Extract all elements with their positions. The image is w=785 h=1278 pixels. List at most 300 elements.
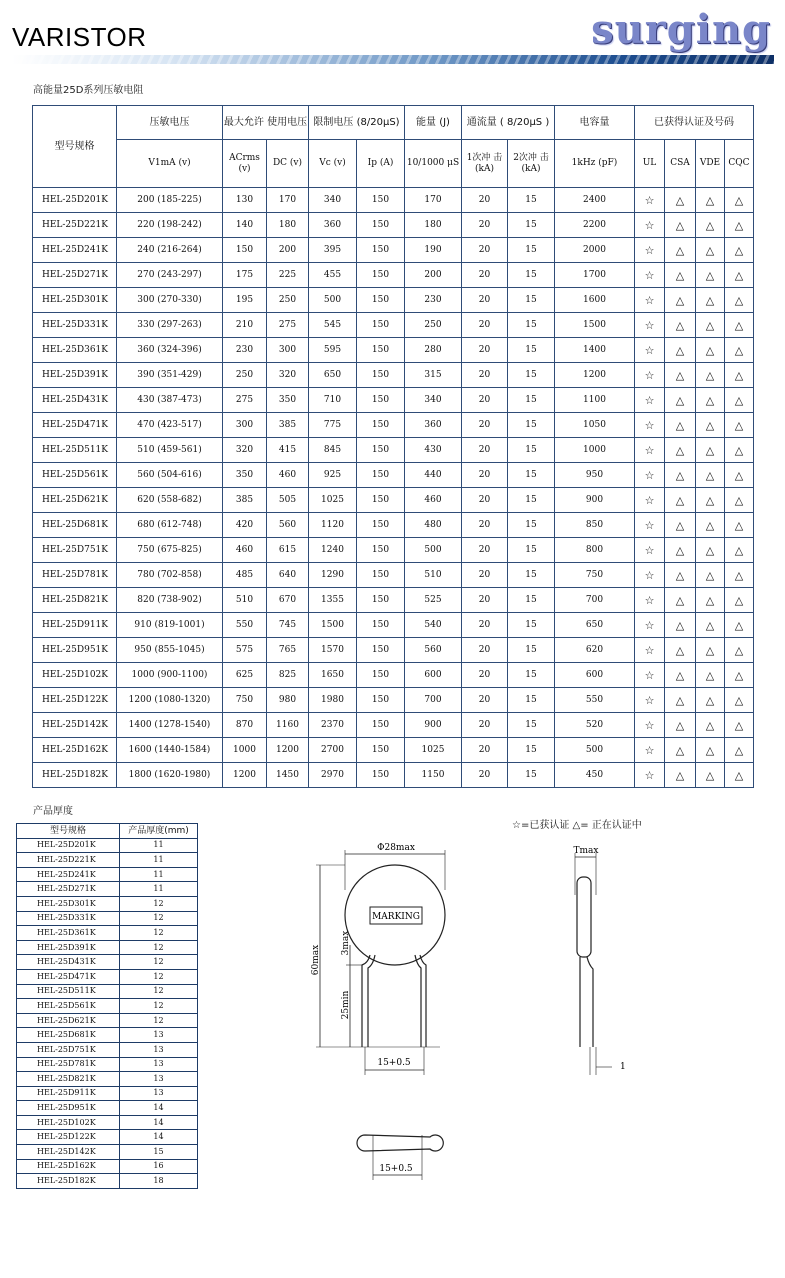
cell-ip: 150 [357, 688, 405, 713]
cell-model: HEL-25D621K [33, 488, 117, 513]
thickness-value: 11 [120, 853, 198, 868]
cell-ac: 1000 [223, 738, 267, 763]
cell-vde: △ [696, 288, 725, 313]
cell-v1ma: 240 (216-264) [117, 238, 223, 263]
cell-cap: 2200 [555, 213, 635, 238]
cell-cqc: △ [725, 513, 754, 538]
cell-cqc: △ [725, 763, 754, 788]
cell-ul: ☆ [635, 213, 665, 238]
sub-energy: 10/1000 μS [405, 140, 462, 188]
cell-ac: 230 [223, 338, 267, 363]
cell-s2: 15 [508, 188, 555, 213]
cell-ac: 510 [223, 588, 267, 613]
cell-csa: △ [665, 563, 696, 588]
series-subtitle: 高能量25D系列压敏电阻 [33, 85, 144, 96]
cell-v1ma: 220 (198-242) [117, 213, 223, 238]
cell-model: HEL-25D182K [33, 763, 117, 788]
cell-v1ma: 1200 (1080-1320) [117, 688, 223, 713]
table-row [33, 563, 754, 588]
thickness-value: 14 [120, 1101, 198, 1116]
thickness-model: HEL-25D331K [17, 911, 120, 926]
cell-dc: 1200 [267, 738, 309, 763]
cell-cqc: △ [725, 213, 754, 238]
cell-s1: 20 [462, 463, 508, 488]
cell-energy: 170 [405, 188, 462, 213]
table-row [33, 288, 754, 313]
thickness-model: HEL-25D781K [17, 1057, 120, 1072]
cell-cqc: △ [725, 288, 754, 313]
cell-dc: 250 [267, 288, 309, 313]
cell-cqc: △ [725, 338, 754, 363]
cell-v1ma: 950 (855-1045) [117, 638, 223, 663]
cell-ac: 750 [223, 688, 267, 713]
cell-s2: 15 [508, 613, 555, 638]
cell-model: HEL-25D681K [33, 513, 117, 538]
dimension-drawing [290, 835, 650, 1195]
lead-length-label: 25min [341, 990, 351, 1020]
cell-energy: 1025 [405, 738, 462, 763]
cell-vde: △ [696, 563, 725, 588]
col-cap-header: 电容量 [555, 106, 635, 140]
table-row [33, 663, 754, 688]
cell-ip: 150 [357, 463, 405, 488]
cell-s1: 20 [462, 538, 508, 563]
cell-ac: 250 [223, 363, 267, 388]
cell-vde: △ [696, 238, 725, 263]
cell-energy: 1150 [405, 763, 462, 788]
cell-v1ma: 1800 (1620-1980) [117, 763, 223, 788]
cell-ul: ☆ [635, 238, 665, 263]
thickness-model: HEL-25D821K [17, 1072, 120, 1087]
cell-vde: △ [696, 688, 725, 713]
cell-energy: 700 [405, 688, 462, 713]
table-row [33, 513, 754, 538]
table-row [33, 613, 754, 638]
thickness-model: HEL-25D911K [17, 1086, 120, 1101]
cell-s2: 15 [508, 238, 555, 263]
thickness-value: 15 [120, 1145, 198, 1160]
cell-ip: 150 [357, 588, 405, 613]
cell-cap: 2000 [555, 238, 635, 263]
thickness-value: 12 [120, 911, 198, 926]
cell-cap: 700 [555, 588, 635, 613]
cell-s2: 15 [508, 638, 555, 663]
cell-v1ma: 270 (243-297) [117, 263, 223, 288]
cell-cqc: △ [725, 663, 754, 688]
cell-s1: 20 [462, 438, 508, 463]
cell-v1ma: 510 (459-561) [117, 438, 223, 463]
table-row [17, 1145, 198, 1160]
cell-cap: 2400 [555, 188, 635, 213]
bottom-view-body [357, 1135, 443, 1151]
cell-ul: ☆ [635, 563, 665, 588]
cell-vc: 2970 [309, 763, 357, 788]
cell-s2: 15 [508, 263, 555, 288]
cell-model: HEL-25D751K [33, 538, 117, 563]
col-model-header: 型号规格 [33, 106, 117, 188]
cell-cap: 1000 [555, 438, 635, 463]
cell-cap: 650 [555, 613, 635, 638]
cell-s2: 15 [508, 313, 555, 338]
cell-ul: ☆ [635, 538, 665, 563]
spec-table [32, 105, 754, 788]
cell-dc: 300 [267, 338, 309, 363]
table-row [17, 926, 198, 941]
cell-ip: 150 [357, 638, 405, 663]
sub-acrms: ACrms (v) [223, 140, 267, 188]
cell-cqc: △ [725, 413, 754, 438]
table-row [33, 213, 754, 238]
cell-model: HEL-25D821K [33, 588, 117, 613]
cell-ul: ☆ [635, 363, 665, 388]
cell-csa: △ [665, 513, 696, 538]
thickness-value: 13 [120, 1028, 198, 1043]
cell-cqc: △ [725, 688, 754, 713]
cell-csa: △ [665, 738, 696, 763]
thickness-model: HEL-25D142K [17, 1145, 120, 1160]
cell-vde: △ [696, 513, 725, 538]
cell-model: HEL-25D162K [33, 738, 117, 763]
cell-v1ma: 1600 (1440-1584) [117, 738, 223, 763]
cell-s1: 20 [462, 713, 508, 738]
cell-dc: 1450 [267, 763, 309, 788]
thickness-table [16, 823, 198, 1189]
table-row [17, 984, 198, 999]
marking-label: MARKING [372, 912, 420, 922]
cell-s2: 15 [508, 663, 555, 688]
thickness-section-title: 产品厚度 [33, 806, 73, 817]
table-row [17, 838, 198, 853]
cell-s2: 15 [508, 513, 555, 538]
table-row [17, 1159, 198, 1174]
cell-cqc: △ [725, 638, 754, 663]
cell-vde: △ [696, 713, 725, 738]
thickness-model: HEL-25D102K [17, 1115, 120, 1130]
cell-cap: 750 [555, 563, 635, 588]
cell-vc: 1500 [309, 613, 357, 638]
cell-csa: △ [665, 388, 696, 413]
cell-vde: △ [696, 363, 725, 388]
thickness-value: 12 [120, 896, 198, 911]
table-row [17, 1086, 198, 1101]
thickness-model: HEL-25D751K [17, 1042, 120, 1057]
cell-cqc: △ [725, 463, 754, 488]
thickness-col-model: 型号规格 [17, 824, 120, 839]
pitch-bottom-label: 15+0.5 [379, 1164, 413, 1174]
cell-dc: 460 [267, 463, 309, 488]
thickness-model: HEL-25D621K [17, 1013, 120, 1028]
cell-s1: 20 [462, 688, 508, 713]
thickness-model: HEL-25D361K [17, 926, 120, 941]
cell-cqc: △ [725, 438, 754, 463]
cell-ac: 195 [223, 288, 267, 313]
cell-s2: 15 [508, 213, 555, 238]
cell-s2: 15 [508, 713, 555, 738]
cell-cap: 1200 [555, 363, 635, 388]
cell-vc: 1025 [309, 488, 357, 513]
cell-v1ma: 330 (297-263) [117, 313, 223, 338]
cell-vc: 595 [309, 338, 357, 363]
thickness-value: 12 [120, 999, 198, 1014]
cell-csa: △ [665, 488, 696, 513]
cell-s2: 15 [508, 338, 555, 363]
table-row [33, 713, 754, 738]
cell-csa: △ [665, 713, 696, 738]
cell-s2: 15 [508, 588, 555, 613]
cell-s2: 15 [508, 563, 555, 588]
cell-cqc: △ [725, 488, 754, 513]
cell-s1: 20 [462, 313, 508, 338]
cell-ac: 130 [223, 188, 267, 213]
cell-model: HEL-25D471K [33, 413, 117, 438]
cell-cqc: △ [725, 188, 754, 213]
cell-energy: 280 [405, 338, 462, 363]
cell-ip: 150 [357, 563, 405, 588]
cell-s1: 20 [462, 588, 508, 613]
cell-cap: 950 [555, 463, 635, 488]
cell-ul: ☆ [635, 588, 665, 613]
cell-cap: 600 [555, 663, 635, 688]
cell-vc: 395 [309, 238, 357, 263]
thickness-model: HEL-25D561K [17, 999, 120, 1014]
page-title: VARISTOR [12, 22, 147, 52]
cell-s2: 15 [508, 688, 555, 713]
thickness-model: HEL-25D301K [17, 896, 120, 911]
cell-cap: 620 [555, 638, 635, 663]
cell-v1ma: 1400 (1278-1540) [117, 713, 223, 738]
col-varistor-header: 压敏电压 [117, 106, 223, 140]
cell-energy: 600 [405, 663, 462, 688]
cell-dc: 170 [267, 188, 309, 213]
diameter-label: Φ28max [377, 843, 415, 853]
cell-model: HEL-25D271K [33, 263, 117, 288]
table-row [33, 388, 754, 413]
cell-vde: △ [696, 488, 725, 513]
cell-energy: 500 [405, 538, 462, 563]
thickness-model: HEL-25D271K [17, 882, 120, 897]
thickness-model: HEL-25D431K [17, 955, 120, 970]
col-cert-header: 已获得认证及号码 [635, 106, 754, 140]
cell-vc: 1120 [309, 513, 357, 538]
cell-cap: 900 [555, 488, 635, 513]
thickness-value: 13 [120, 1086, 198, 1101]
cell-s1: 20 [462, 563, 508, 588]
cell-ip: 150 [357, 313, 405, 338]
table-row [17, 1057, 198, 1072]
cell-ac: 210 [223, 313, 267, 338]
table-row [33, 338, 754, 363]
cell-vc: 845 [309, 438, 357, 463]
thickness-model: HEL-25D391K [17, 940, 120, 955]
table-row [17, 853, 198, 868]
cell-s1: 20 [462, 738, 508, 763]
cell-v1ma: 470 (423-517) [117, 413, 223, 438]
thickness-value: 12 [120, 984, 198, 999]
cell-v1ma: 360 (324-396) [117, 338, 223, 363]
thickness-col-value: 产品厚度(mm) [120, 824, 198, 839]
cell-energy: 315 [405, 363, 462, 388]
cell-dc: 505 [267, 488, 309, 513]
cell-energy: 250 [405, 313, 462, 338]
cell-vc: 360 [309, 213, 357, 238]
cell-csa: △ [665, 613, 696, 638]
cell-vc: 2700 [309, 738, 357, 763]
cell-vde: △ [696, 763, 725, 788]
thickness-model: HEL-25D511K [17, 984, 120, 999]
thickness-model: HEL-25D201K [17, 838, 120, 853]
cell-ip: 150 [357, 188, 405, 213]
cell-ip: 150 [357, 288, 405, 313]
cell-cqc: △ [725, 738, 754, 763]
cell-v1ma: 680 (612-748) [117, 513, 223, 538]
table-row [33, 763, 754, 788]
cell-vde: △ [696, 413, 725, 438]
cell-energy: 540 [405, 613, 462, 638]
cell-cap: 1500 [555, 313, 635, 338]
table-row [17, 882, 198, 897]
thickness-value: 13 [120, 1042, 198, 1057]
cell-ac: 485 [223, 563, 267, 588]
cell-cap: 1100 [555, 388, 635, 413]
cell-vc: 1570 [309, 638, 357, 663]
cell-model: HEL-25D911K [33, 613, 117, 638]
cell-ul: ☆ [635, 763, 665, 788]
cell-s2: 15 [508, 488, 555, 513]
cell-dc: 640 [267, 563, 309, 588]
cell-s2: 15 [508, 738, 555, 763]
cell-cap: 550 [555, 688, 635, 713]
cell-ip: 150 [357, 213, 405, 238]
cell-csa: △ [665, 663, 696, 688]
cell-csa: △ [665, 688, 696, 713]
cell-vde: △ [696, 538, 725, 563]
thickness-value: 13 [120, 1057, 198, 1072]
cell-cqc: △ [725, 363, 754, 388]
sub-cap: 1kHz (pF) [555, 140, 635, 188]
cell-model: HEL-25D511K [33, 438, 117, 463]
table-row [17, 969, 198, 984]
cell-s1: 20 [462, 338, 508, 363]
cell-ip: 150 [357, 763, 405, 788]
cell-s2: 15 [508, 438, 555, 463]
cell-s1: 20 [462, 413, 508, 438]
table-row [17, 940, 198, 955]
side-view-body [577, 877, 591, 957]
cell-ul: ☆ [635, 738, 665, 763]
cell-vc: 1290 [309, 563, 357, 588]
lead-diameter-label: 1 [620, 1062, 626, 1072]
cell-dc: 200 [267, 238, 309, 263]
cell-s1: 20 [462, 288, 508, 313]
cell-energy: 180 [405, 213, 462, 238]
table-row [17, 867, 198, 882]
cell-cap: 1050 [555, 413, 635, 438]
height-label: 60max [311, 944, 321, 976]
cell-ul: ☆ [635, 313, 665, 338]
cell-ac: 1200 [223, 763, 267, 788]
cell-cap: 1400 [555, 338, 635, 363]
sub-v1ma: V1mA (v) [117, 140, 223, 188]
cell-vde: △ [696, 638, 725, 663]
cell-vde: △ [696, 438, 725, 463]
cell-dc: 560 [267, 513, 309, 538]
cell-v1ma: 200 (185-225) [117, 188, 223, 213]
cell-dc: 415 [267, 438, 309, 463]
cell-s1: 20 [462, 238, 508, 263]
cell-ip: 150 [357, 488, 405, 513]
cell-s2: 15 [508, 388, 555, 413]
thickness-model: HEL-25D162K [17, 1159, 120, 1174]
table-row [17, 1174, 198, 1189]
table-row [33, 413, 754, 438]
brand-logo: surging [591, 6, 771, 53]
cell-s1: 20 [462, 388, 508, 413]
cell-v1ma: 300 (270-330) [117, 288, 223, 313]
cell-vc: 340 [309, 188, 357, 213]
cell-s2: 15 [508, 763, 555, 788]
cell-csa: △ [665, 213, 696, 238]
pitch-front-label: 15+0.5 [377, 1058, 411, 1068]
cell-ul: ☆ [635, 288, 665, 313]
thickness-model: HEL-25D122K [17, 1130, 120, 1145]
cell-ul: ☆ [635, 488, 665, 513]
table-row [17, 1072, 198, 1087]
cell-cqc: △ [725, 588, 754, 613]
cell-dc: 765 [267, 638, 309, 663]
cell-ip: 150 [357, 238, 405, 263]
cell-v1ma: 780 (702-858) [117, 563, 223, 588]
cell-energy: 480 [405, 513, 462, 538]
cert-legend: ☆=已获认证 △= 正在认证中 [512, 820, 642, 831]
cell-ul: ☆ [635, 388, 665, 413]
cell-csa: △ [665, 413, 696, 438]
col-clamp-header: 限制电压 (8/20μS) [309, 106, 405, 140]
cell-ac: 140 [223, 213, 267, 238]
cell-ac: 420 [223, 513, 267, 538]
thickness-model: HEL-25D241K [17, 867, 120, 882]
cell-ip: 150 [357, 413, 405, 438]
sub-vc: Vc (v) [309, 140, 357, 188]
cell-dc: 180 [267, 213, 309, 238]
cell-ul: ☆ [635, 638, 665, 663]
cell-ip: 150 [357, 388, 405, 413]
cell-ac: 320 [223, 438, 267, 463]
cell-s1: 20 [462, 363, 508, 388]
cell-csa: △ [665, 463, 696, 488]
cell-v1ma: 560 (504-616) [117, 463, 223, 488]
cell-dc: 615 [267, 538, 309, 563]
cell-dc: 275 [267, 313, 309, 338]
table-row [33, 313, 754, 338]
cell-csa: △ [665, 763, 696, 788]
cell-ip: 150 [357, 713, 405, 738]
sub-vde: VDE [696, 140, 725, 188]
table-row [33, 438, 754, 463]
cell-ul: ☆ [635, 263, 665, 288]
thickness-value: 16 [120, 1159, 198, 1174]
table-row [33, 488, 754, 513]
cell-dc: 385 [267, 413, 309, 438]
cell-dc: 745 [267, 613, 309, 638]
cell-energy: 560 [405, 638, 462, 663]
col-max-voltage-header: 最大允许 使用电压 [223, 106, 309, 140]
cell-csa: △ [665, 438, 696, 463]
table-row [33, 188, 754, 213]
cell-s1: 20 [462, 263, 508, 288]
thickness-value: 14 [120, 1115, 198, 1130]
cell-cqc: △ [725, 388, 754, 413]
sub-surge1: 1次冲 击 (kA) [462, 140, 508, 188]
